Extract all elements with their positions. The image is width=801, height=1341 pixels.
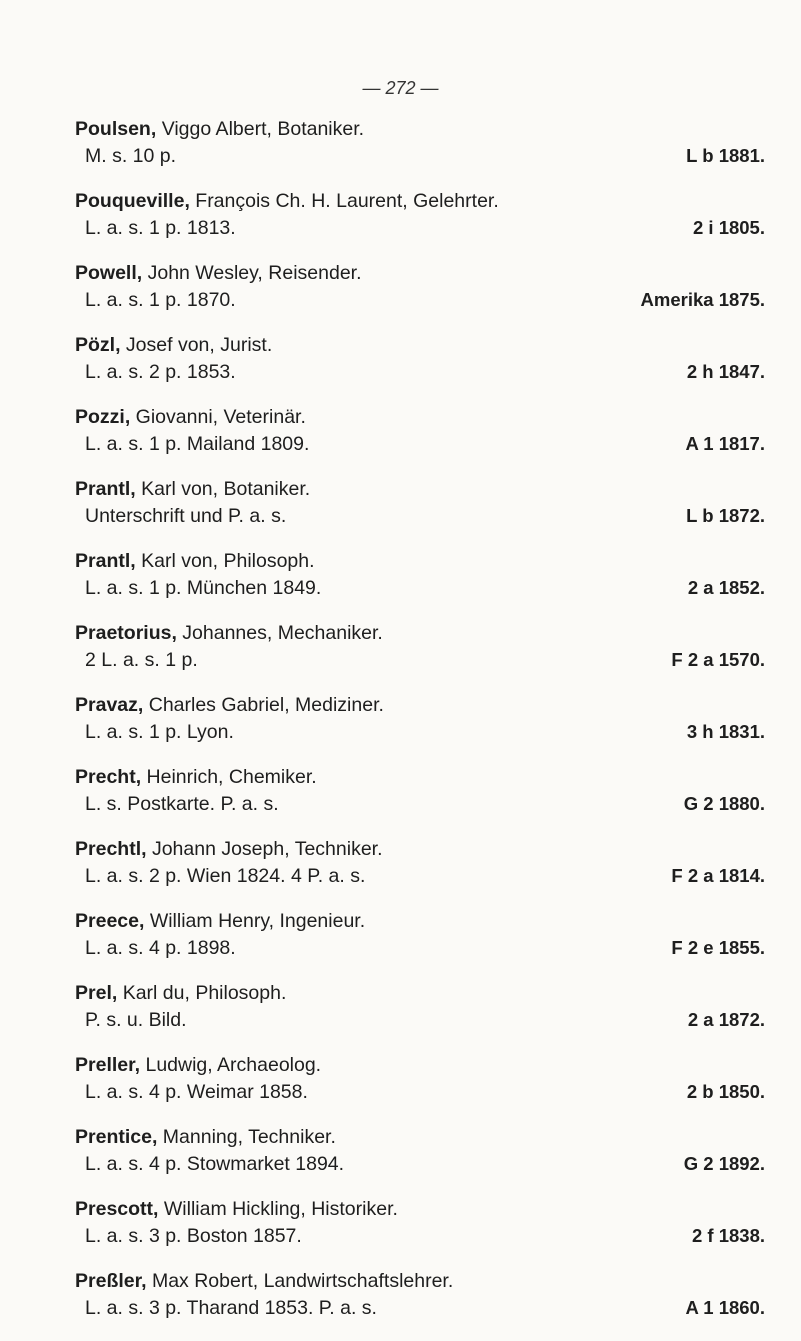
list-item — [75, 765, 765, 837]
entry-name — [75, 333, 272, 357]
entry-surname: Praetorius, — [75, 622, 177, 644]
entry-name — [75, 477, 310, 501]
entry-surname: Prantl, — [75, 478, 136, 500]
entry-surname: Preßler, — [75, 1270, 147, 1292]
entry-name — [75, 549, 315, 573]
list-item — [75, 1197, 765, 1269]
entry-name — [75, 405, 306, 429]
entry-description: Johann Joseph, Techniker. — [146, 838, 383, 860]
entry-description: Heinrich, Chemiker. — [141, 766, 317, 788]
entry-details: L. a. s. 4 p. 1898. — [85, 937, 236, 959]
entry-shelfmark: L b 1872. — [686, 505, 765, 526]
entry-details: L. a. s. 1 p. München 1849. — [85, 577, 322, 599]
entry-name — [75, 1197, 398, 1221]
entry-details: L. a. s. 1 p. Mailand 1809. — [85, 433, 310, 455]
entry-shelfmark: G 2 1880. — [683, 793, 765, 814]
entry-details: Unterschrift und P. a. s. — [85, 505, 287, 527]
list-item — [75, 261, 765, 333]
entry-surname: Precht, — [75, 766, 142, 788]
entry-description: Giovanni, Veterinär. — [130, 406, 306, 428]
entry-shelfmark: 2 i 1805. — [692, 217, 765, 238]
entry-shelfmark: 2 a 1872. — [687, 1009, 765, 1030]
entry-shelfmark: 2 b 1850. — [686, 1081, 765, 1102]
entry-description: Max Robert, Landwirtschaftslehrer. — [146, 1270, 454, 1292]
list-item — [75, 405, 765, 477]
entry-name — [75, 1125, 336, 1149]
entry-details: L. a. s. 4 p. Weimar 1858. — [85, 1081, 308, 1103]
entry-surname: Pozzi, — [75, 406, 131, 428]
list-item — [75, 837, 765, 909]
entry-surname: Prechtl, — [75, 838, 147, 860]
list-item — [75, 1125, 765, 1197]
entry-description: John Wesley, Reisender. — [142, 262, 362, 284]
entry-details: L. a. s. 1 p. 1813. — [85, 217, 236, 239]
entry-description: Karl du, Philosoph. — [117, 982, 287, 1004]
entry-details: L. a. s. 4 p. Stowmarket 1894. — [85, 1153, 345, 1175]
entry-description: Manning, Techniker. — [157, 1126, 336, 1148]
entry-surname: Prel, — [75, 982, 118, 1004]
entry-shelfmark: 2 h 1847. — [686, 361, 765, 382]
list-item — [75, 333, 765, 405]
entry-shelfmark: L b 1881. — [686, 145, 765, 166]
entry-details: L. a. s. 2 p. 1853. — [85, 361, 236, 383]
entry-details: 2 L. a. s. 1 p. — [85, 649, 198, 671]
entry-surname: Pözl, — [75, 334, 121, 356]
list-item — [75, 909, 765, 981]
entry-surname: Pravaz, — [75, 694, 144, 716]
entry-surname: Prentice, — [75, 1126, 158, 1148]
entry-description: Karl von, Botaniker. — [135, 478, 311, 500]
entry-shelfmark: F 2 e 1855. — [671, 937, 765, 958]
entry-shelfmark: F 2 a 1570. — [671, 649, 765, 670]
list-item — [75, 477, 765, 549]
entry-details: L. a. s. 1 p. 1870. — [85, 289, 236, 311]
entry-name — [75, 765, 317, 789]
list-item — [75, 1269, 765, 1341]
entry-description: Ludwig, Archaeolog. — [140, 1054, 322, 1076]
entry-name — [75, 837, 383, 861]
entry-shelfmark: 2 a 1852. — [687, 577, 765, 598]
entry-description: François Ch. H. Laurent, Gelehrter. — [189, 190, 499, 212]
entry-surname: Prantl, — [75, 550, 136, 572]
entry-name — [75, 693, 384, 717]
entry-name — [75, 1269, 453, 1293]
entry-details: M. s. 10 p. — [85, 145, 177, 167]
entry-details: P. s. u. Bild. — [85, 1009, 187, 1031]
entry-description: William Hickling, Historiker. — [158, 1198, 398, 1220]
list-item — [75, 189, 765, 261]
entry-surname: Powell, — [75, 262, 143, 284]
entry-name — [75, 261, 362, 285]
list-item — [75, 117, 765, 189]
entry-description: Karl von, Philosoph. — [135, 550, 315, 572]
entry-details: L. a. s. 1 p. Lyon. — [85, 721, 234, 743]
entry-shelfmark: A 1 1817. — [685, 433, 765, 454]
entry-details: L. a. s. 2 p. Wien 1824. 4 P. a. s. — [85, 865, 366, 887]
entry-details: L. a. s. 3 p. Boston 1857. — [85, 1225, 302, 1247]
entry-shelfmark: 2 f 1838. — [691, 1225, 765, 1246]
entry-name — [75, 1053, 321, 1077]
entry-shelfmark: A 1 1860. — [685, 1297, 765, 1318]
page-number: — 272 — — [362, 78, 439, 98]
entry-surname: Pouqueville, — [75, 190, 190, 212]
entry-name — [75, 117, 364, 141]
entry-list — [75, 117, 765, 1341]
entry-description: Charles Gabriel, Mediziner. — [143, 694, 384, 716]
entry-shelfmark: Amerika 1875. — [640, 289, 765, 310]
list-item — [75, 549, 765, 621]
entry-name — [75, 189, 499, 213]
entry-shelfmark: F 2 a 1814. — [671, 865, 765, 886]
list-item — [75, 693, 765, 765]
entry-description: Viggo Albert, Botaniker. — [156, 118, 365, 140]
entry-details: L. a. s. 3 p. Tharand 1853. P. a. s. — [85, 1297, 377, 1319]
entry-name — [75, 621, 383, 645]
entry-surname: Preece, — [75, 910, 145, 932]
entry-description: William Henry, Ingenieur. — [144, 910, 366, 932]
entry-details: L. s. Postkarte. P. a. s. — [85, 793, 279, 815]
entry-surname: Poulsen, — [75, 118, 157, 140]
entry-surname: Preller, — [75, 1054, 141, 1076]
entry-name — [75, 909, 365, 933]
entry-surname: Prescott, — [75, 1198, 159, 1220]
entry-shelfmark: G 2 1892. — [683, 1153, 765, 1174]
entry-description: Johannes, Mechaniker. — [176, 622, 383, 644]
entry-shelfmark: 3 h 1831. — [686, 721, 765, 742]
list-item — [75, 981, 765, 1053]
list-item — [75, 1053, 765, 1125]
entry-name — [75, 981, 286, 1005]
list-item — [75, 621, 765, 693]
entry-description: Josef von, Jurist. — [120, 334, 273, 356]
